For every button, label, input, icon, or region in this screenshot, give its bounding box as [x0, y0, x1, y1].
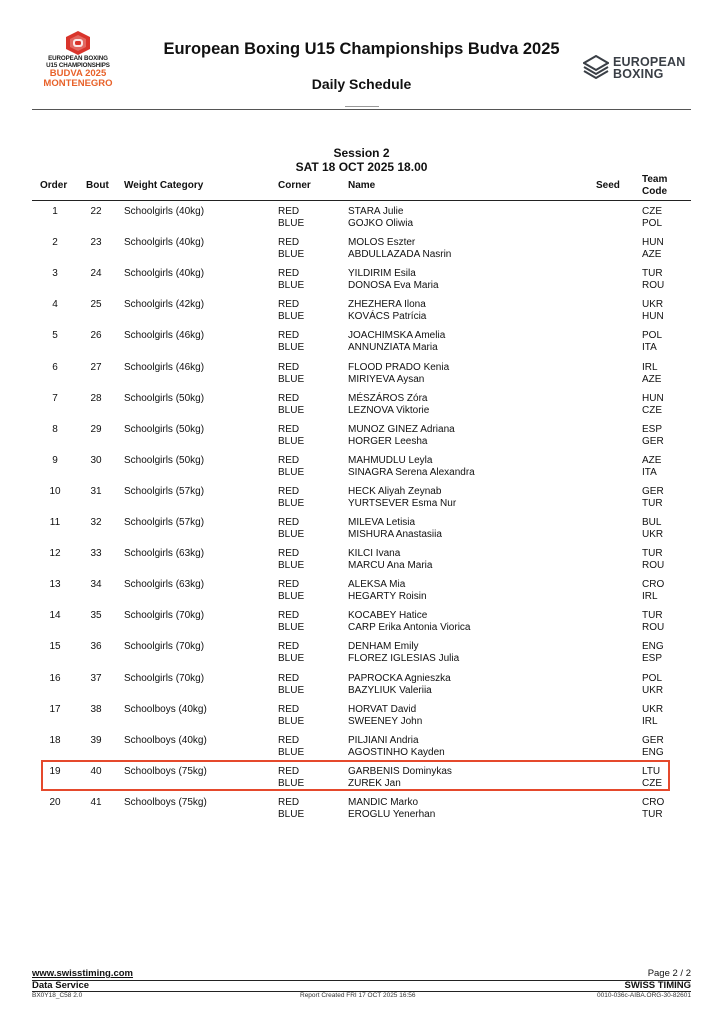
footer-reference: 0010-036c-AIBA.ORG-30-82601	[597, 992, 691, 999]
red-name-cell: KILCI Ivana	[348, 548, 401, 560]
bout-cell: 29	[90, 423, 102, 435]
bout-cell: 26	[90, 330, 102, 342]
bout-cell: 38	[90, 703, 102, 715]
order-cell: 7	[52, 392, 58, 404]
table-row	[0, 673, 723, 699]
table-row	[0, 268, 723, 294]
blue-name-cell: FLOREZ IGLESIAS Julia	[348, 653, 460, 665]
blue-corner-cell: BLUE	[278, 746, 305, 758]
red-team-cell: AZE	[642, 454, 662, 466]
order-cell: 10	[49, 485, 61, 497]
table-row	[0, 797, 723, 823]
order-cell: 9	[52, 454, 58, 466]
col-team-code	[642, 174, 667, 198]
red-name-cell: DENHAM Emily	[348, 641, 419, 653]
blue-team-cell: AZE	[642, 249, 662, 261]
red-name-cell: PILJIANI Andria	[348, 734, 419, 746]
table-row	[0, 610, 723, 636]
weight-category-cell: Schoolgirls (57kg)	[124, 517, 205, 528]
red-team-cell: ENG	[642, 641, 664, 653]
blue-team-cell: ESP	[642, 653, 663, 665]
blue-corner-cell: BLUE	[278, 653, 305, 665]
blue-name-cell: HEGARTY Roisin	[348, 591, 427, 603]
red-corner-cell: RED	[278, 734, 300, 746]
table-row	[0, 393, 723, 419]
brand-line-1: EUROPEAN	[613, 55, 686, 69]
table-row	[0, 362, 723, 388]
blue-name-cell: KOVÁCS Patrícia	[348, 311, 427, 323]
blue-name-cell: ZUREK Jan	[348, 777, 401, 789]
blue-team-cell: ROU	[642, 560, 665, 572]
table-row	[0, 206, 723, 232]
blue-corner-cell: BLUE	[278, 777, 305, 789]
order-cell: 5	[52, 330, 58, 342]
blue-team-cell: ROU	[642, 280, 665, 292]
session-datetime: SAT 18 OCT 2025 18.00	[295, 160, 428, 174]
weight-category-cell: Schoolgirls (70kg)	[124, 672, 205, 684]
bout-cell: 35	[90, 610, 102, 622]
logo-line-1: EUROPEAN BOXING	[48, 55, 108, 62]
weight-category-cell: Schoolgirls (46kg)	[124, 330, 205, 342]
blue-name-cell: AGOSTINHO Kayden	[348, 746, 445, 758]
red-corner-cell: RED	[278, 454, 300, 466]
red-name-cell: ZHEZHERA Ilona	[348, 299, 426, 311]
footer-doc-code: BX0Y18_C58 2.0	[32, 992, 83, 999]
order-cell: 17	[49, 703, 61, 715]
bout-cell: 28	[90, 392, 102, 404]
blue-corner-cell: BLUE	[278, 466, 305, 478]
blue-corner-cell: BLUE	[278, 311, 305, 323]
blue-team-cell: CZE	[642, 404, 662, 416]
european-boxing-logo	[583, 55, 693, 81]
weight-category-cell: Schoolboys (40kg)	[124, 703, 207, 715]
red-name-cell: PAPROCKA Agnieszka	[348, 672, 451, 684]
col-seed: Seed	[596, 180, 620, 191]
red-team-cell: LTU	[642, 765, 661, 777]
table-row	[0, 486, 723, 512]
red-team-cell: ESP	[642, 423, 663, 435]
red-team-cell: IRL	[642, 361, 658, 373]
table-row	[0, 517, 723, 543]
order-cell: 19	[49, 765, 61, 777]
red-team-cell: UKR	[642, 703, 664, 715]
bout-cell: 37	[90, 672, 102, 684]
weight-category-cell: Schoolgirls (70kg)	[124, 610, 205, 622]
col-team-line-1: Team	[642, 174, 668, 185]
order-cell: 14	[49, 610, 61, 622]
blue-corner-cell: BLUE	[278, 497, 305, 509]
blue-name-cell: MIRIYEVA Aysan	[348, 373, 425, 385]
col-bout: Bout	[86, 180, 109, 191]
red-team-cell: TUR	[642, 548, 663, 560]
weight-category-cell: Schoolgirls (40kg)	[124, 237, 205, 249]
red-corner-cell: RED	[278, 392, 300, 404]
weight-category-cell: Schoolgirls (46kg)	[124, 361, 205, 373]
header-mark	[345, 106, 379, 107]
blue-name-cell: SWEENEY John	[348, 715, 423, 727]
table-header-rule	[32, 200, 691, 201]
bout-cell: 23	[90, 237, 102, 249]
order-cell: 15	[49, 641, 61, 653]
blue-name-cell: YURTSEVER Esma Nur	[348, 497, 457, 509]
order-cell: 4	[52, 299, 58, 311]
blue-corner-cell: BLUE	[278, 622, 305, 634]
bout-cell: 31	[90, 485, 102, 497]
bout-cell: 36	[90, 641, 102, 653]
blue-team-cell: IRL	[642, 591, 658, 603]
blue-name-cell: CARP Erika Antonia Viorica	[348, 622, 471, 634]
col-order: Order	[40, 180, 68, 191]
weight-category-cell: Schoolgirls (70kg)	[124, 641, 205, 653]
red-corner-cell: RED	[278, 641, 300, 653]
weight-category-cell: Schoolboys (75kg)	[124, 796, 207, 808]
weight-category-cell: Schoolgirls (63kg)	[124, 548, 205, 560]
blue-name-cell: GOJKO Oliwia	[348, 218, 414, 229]
weight-category-cell: Schoolgirls (50kg)	[124, 423, 205, 435]
red-name-cell: STARA Julie	[348, 206, 404, 217]
table-row	[0, 424, 723, 450]
red-name-cell: HORVAT David	[348, 703, 417, 715]
red-name-cell: FLOOD PRADO Kenia	[348, 361, 450, 373]
order-cell: 16	[49, 672, 61, 684]
red-corner-cell: RED	[278, 361, 300, 373]
red-name-cell: MUNOZ GINEZ Adriana	[348, 423, 455, 435]
red-team-cell: CZE	[642, 206, 662, 217]
bout-cell: 25	[90, 299, 102, 311]
red-name-cell: MAHMUDLU Leyla	[348, 454, 433, 466]
blue-team-cell: POL	[642, 218, 663, 229]
blue-corner-cell: BLUE	[278, 373, 305, 385]
red-corner-cell: RED	[278, 485, 300, 497]
table-row	[0, 641, 723, 667]
blue-corner-cell: BLUE	[278, 560, 305, 572]
table-row	[0, 579, 723, 605]
blue-corner-cell: BLUE	[278, 218, 305, 229]
blue-corner-cell: BLUE	[278, 249, 305, 261]
red-name-cell: ALEKSA Mia	[348, 579, 406, 591]
table-row	[0, 704, 723, 730]
table-row	[0, 548, 723, 574]
blue-corner-cell: BLUE	[278, 435, 305, 447]
blue-corner-cell: BLUE	[278, 715, 305, 727]
bout-cell: 40	[90, 765, 102, 777]
red-team-cell: TUR	[642, 268, 663, 280]
red-name-cell: YILDIRIM Esila	[348, 268, 416, 280]
red-corner-cell: RED	[278, 206, 300, 217]
blue-corner-cell: BLUE	[278, 684, 305, 696]
session-label: Session 2	[333, 146, 390, 160]
blue-name-cell: HORGER Leesha	[348, 435, 428, 447]
red-name-cell: HECK Aliyah Zeynab	[348, 485, 442, 497]
weight-category-cell: Schoolgirls (50kg)	[124, 392, 205, 404]
blue-team-cell: TUR	[642, 497, 663, 509]
red-corner-cell: RED	[278, 237, 300, 249]
blue-name-cell: EROGLU Yenerhan	[348, 808, 436, 820]
red-corner-cell: RED	[278, 765, 300, 777]
red-corner-cell: RED	[278, 268, 300, 280]
red-corner-cell: RED	[278, 672, 300, 684]
weight-category-cell: Schoolgirls (50kg)	[124, 454, 205, 466]
footer-report-created: Report Created FRI 17 OCT 2025 16:56	[300, 992, 416, 999]
blue-team-cell: IRL	[642, 715, 658, 727]
blue-team-cell: UKR	[642, 684, 664, 696]
page-number: Page 2 / 2	[647, 968, 691, 979]
red-team-cell: GER	[642, 734, 664, 746]
footer-brand: SWISS TIMING	[624, 980, 691, 991]
red-team-cell: TUR	[642, 610, 663, 622]
red-team-cell: POL	[642, 672, 663, 684]
red-corner-cell: RED	[278, 796, 300, 808]
red-corner-cell: RED	[278, 330, 300, 342]
weight-category-cell: Schoolgirls (57kg)	[124, 485, 205, 497]
blue-team-cell: HUN	[642, 311, 664, 323]
blue-name-cell: SINAGRA Serena Alexandra	[348, 466, 475, 478]
blue-corner-cell: BLUE	[278, 342, 305, 354]
blue-team-cell: ITA	[642, 342, 657, 354]
red-corner-cell: RED	[278, 423, 300, 435]
blue-team-cell: ROU	[642, 622, 665, 634]
blue-name-cell: LEZNOVA Viktorie	[348, 404, 430, 416]
red-corner-cell: RED	[278, 517, 300, 528]
order-cell: 20	[49, 796, 61, 808]
blue-corner-cell: BLUE	[278, 591, 305, 603]
blue-name-cell: DONOSA Eva Maria	[348, 280, 439, 292]
footer-url-link[interactable]: www.swisstiming.com	[32, 968, 134, 979]
blue-name-cell: BAZYLIUK Valeriia	[348, 684, 432, 696]
red-team-cell: HUN	[642, 237, 664, 249]
blue-corner-cell: BLUE	[278, 808, 305, 820]
blue-name-cell: MARCU Ana Maria	[348, 560, 433, 572]
red-name-cell: MANDIC Marko	[348, 796, 419, 808]
bout-cell: 41	[90, 796, 102, 808]
red-corner-cell: RED	[278, 610, 300, 622]
col-corner: Corner	[278, 180, 311, 191]
logo-line-3: BUDVA 2025	[49, 68, 107, 79]
red-corner-cell: RED	[278, 579, 300, 591]
table-row	[0, 735, 723, 761]
table-row	[0, 299, 723, 325]
table-row	[0, 237, 723, 263]
red-team-cell: GER	[642, 485, 664, 497]
blue-team-cell: ENG	[642, 746, 664, 758]
table-row	[0, 455, 723, 481]
blue-team-cell: UKR	[642, 529, 664, 540]
blue-corner-cell: BLUE	[278, 529, 305, 540]
blue-corner-cell: BLUE	[278, 280, 305, 292]
order-cell: 11	[49, 517, 61, 528]
red-team-cell: UKR	[642, 299, 664, 311]
red-name-cell: MILEVA Letisia	[348, 517, 416, 528]
blue-name-cell: ANNUNZIATA Maria	[348, 342, 438, 354]
blue-team-cell: TUR	[642, 808, 663, 820]
logo-line-4: MONTENEGRO	[43, 77, 113, 89]
footer-divider	[32, 980, 691, 981]
brand-text	[613, 56, 685, 80]
order-cell: 18	[49, 734, 61, 746]
order-cell: 6	[52, 361, 58, 373]
order-cell: 3	[52, 268, 58, 280]
red-team-cell: HUN	[642, 392, 664, 404]
bout-cell: 33	[90, 548, 102, 560]
weight-category-cell: Schoolgirls (40kg)	[124, 206, 205, 217]
bout-cell: 22	[90, 206, 102, 217]
red-team-cell: POL	[642, 330, 663, 342]
red-name-cell: MÉSZÁROS Zóra	[348, 392, 428, 404]
bout-cell: 32	[90, 517, 102, 528]
bout-cell: 27	[90, 361, 102, 373]
table-row	[0, 330, 723, 356]
layered-diamond-icon	[583, 55, 609, 79]
bout-cell: 30	[90, 454, 102, 466]
blue-team-cell: ITA	[642, 466, 657, 478]
red-corner-cell: RED	[278, 703, 300, 715]
bout-cell: 24	[90, 268, 102, 280]
red-name-cell: MOLOS Eszter	[348, 237, 416, 249]
red-team-cell: CRO	[642, 796, 665, 808]
col-name: Name	[348, 180, 376, 191]
brand-line-2: BOXING	[613, 67, 664, 81]
blue-name-cell: ABDULLAZADA Nasrin	[348, 249, 452, 261]
blue-team-cell: GER	[642, 435, 664, 447]
order-cell: 13	[49, 579, 61, 591]
weight-category-cell: Schoolgirls (40kg)	[124, 268, 205, 280]
red-corner-cell: RED	[278, 548, 300, 560]
order-cell: 12	[49, 548, 61, 560]
blue-team-cell: AZE	[642, 373, 662, 385]
col-weight-category: Weight Category	[124, 180, 204, 191]
order-cell: 1	[52, 206, 58, 217]
page-subtitle: Daily Schedule	[311, 76, 412, 92]
blue-name-cell: MISHURA Anastasiia	[348, 529, 442, 540]
red-name-cell: GARBENIS Dominykas	[348, 765, 452, 777]
logo-line-2: U15 CHAMPIONSHIPS	[46, 61, 110, 69]
col-team-line-2: Code	[642, 186, 667, 197]
bout-cell: 39	[90, 734, 102, 746]
weight-category-cell: Schoolboys (40kg)	[124, 734, 207, 746]
weight-category-cell: Schoolboys (75kg)	[124, 765, 207, 777]
red-name-cell: KOCABEY Hatice	[348, 610, 428, 622]
weight-category-cell: Schoolgirls (63kg)	[124, 579, 205, 591]
blue-corner-cell: BLUE	[278, 404, 305, 416]
blue-team-cell: CZE	[642, 777, 662, 789]
red-corner-cell: RED	[278, 299, 300, 311]
highlight-box	[41, 760, 670, 791]
red-team-cell: BUL	[642, 517, 662, 528]
order-cell: 2	[52, 237, 58, 249]
order-cell: 8	[52, 423, 58, 435]
red-name-cell: JOACHIMSKA Amelia	[348, 330, 446, 342]
weight-category-cell: Schoolgirls (42kg)	[124, 299, 205, 311]
header-divider	[32, 109, 691, 110]
footer-service: Data Service	[32, 980, 90, 991]
red-team-cell: CRO	[642, 579, 665, 591]
bout-cell: 34	[90, 579, 102, 591]
page-title: European Boxing U15 Championships Budva 2025	[163, 40, 560, 58]
